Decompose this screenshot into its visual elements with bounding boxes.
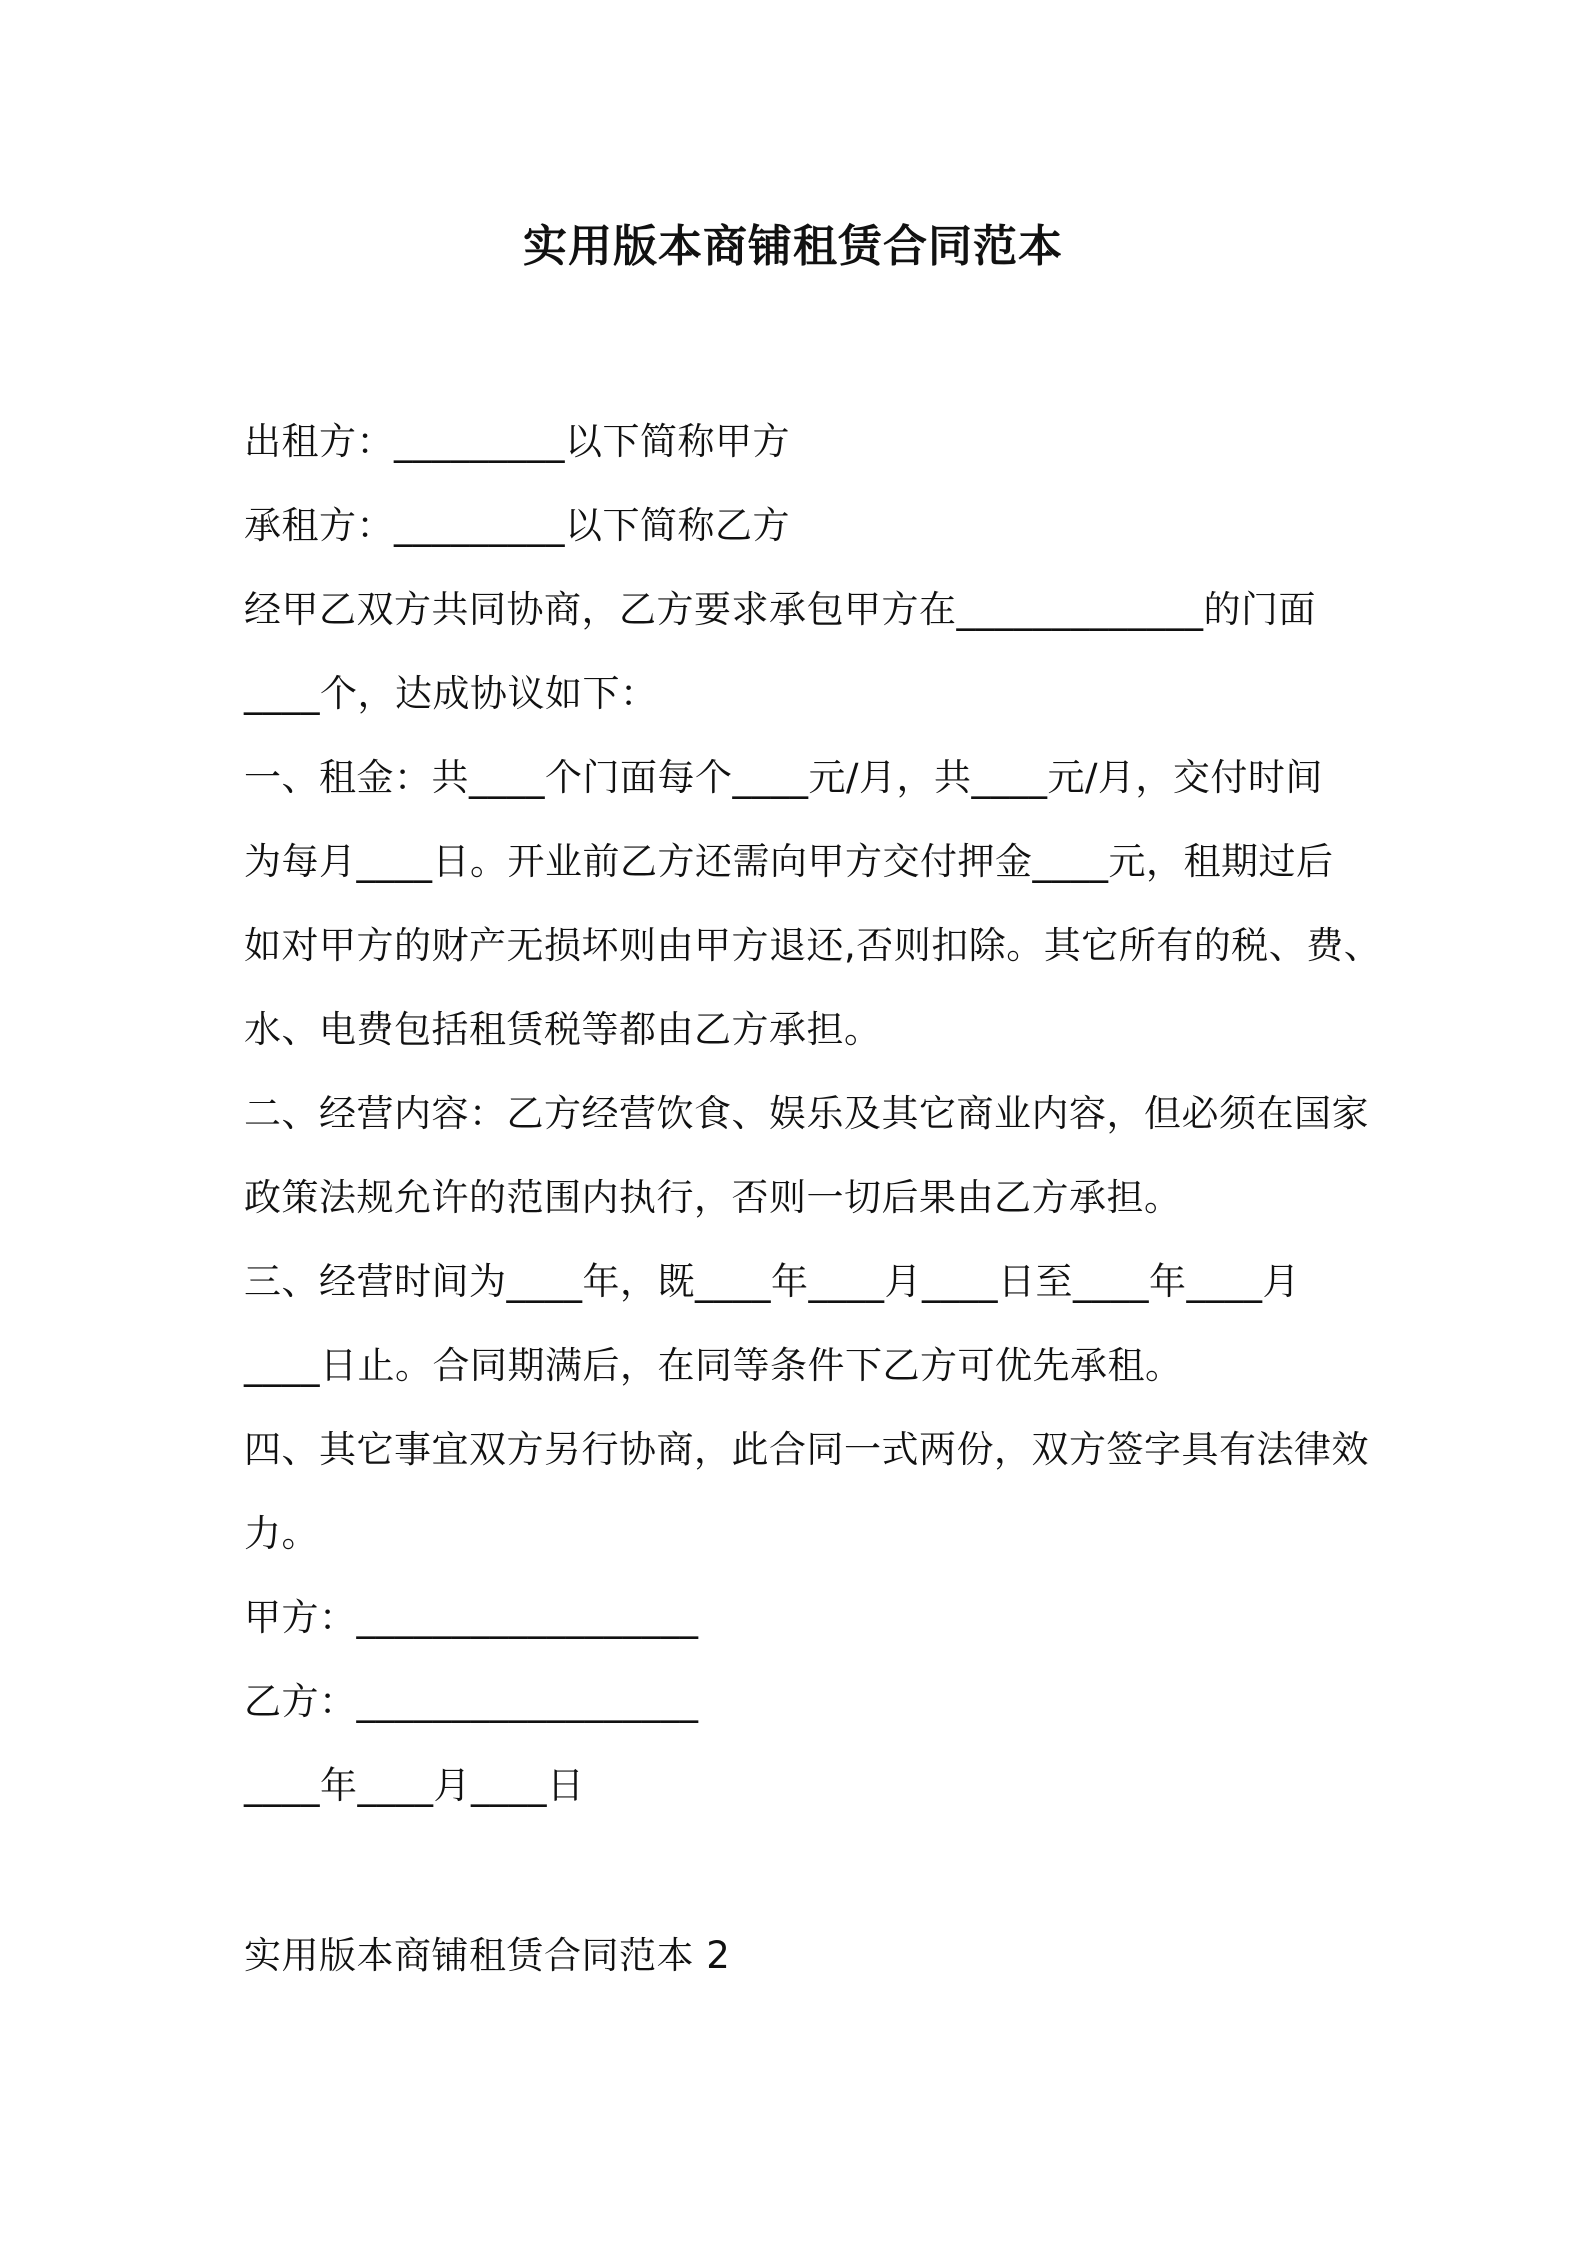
- clause-rent-line: 为每月____日。开业前乙方还需向甲方交付押金____元，租期过后: [244, 840, 1334, 883]
- clause-term-line: 三、经营时间为____年，既____年____月____日至____年____月: [244, 1260, 1300, 1303]
- section-heading-2: 实用版本商铺租赁合同范本 2: [244, 1934, 731, 1977]
- clause-other-line: 力。: [244, 1512, 319, 1555]
- lessee-line: 承租方：_________以下简称乙方: [244, 504, 790, 547]
- clause-business-line: 二、经营内容：乙方经营饮食、娱乐及其它商业内容，但必须在国家: [244, 1092, 1369, 1135]
- spacer: [244, 1828, 1364, 1914]
- paragraph-line: ____个，达成协议如下：: [244, 672, 658, 715]
- party-a-signature-line: 甲方：__________________: [244, 1596, 699, 1639]
- document-body: [244, 400, 1382, 1998]
- lessor-line: 出租方：_________以下简称甲方: [244, 420, 790, 463]
- clause-rent-line: 一、租金：共____个门面每个____元/月，共____元/月，交付时间: [244, 756, 1323, 799]
- clause-rent-line: 如对甲方的财产无损坏则由甲方退还,否则扣除。其它所有的税、费、: [244, 924, 1382, 967]
- party-b-signature-line: 乙方：__________________: [244, 1680, 699, 1723]
- clause-term-line: ____日止。合同期满后，在同等条件下乙方可优先承租。: [244, 1344, 1183, 1387]
- document-title: 实用版本商铺租赁合同范本: [523, 221, 1063, 272]
- clause-rent-line: 水、电费包括租赁税等都由乙方承担。: [244, 1008, 882, 1051]
- clause-business-line: 政策法规允许的范围内执行，否则一切后果由乙方承担。: [244, 1176, 1182, 1219]
- clause-other-line: 四、其它事宜双方另行协商，此合同一式两份，双方签字具有法律效: [244, 1428, 1369, 1471]
- date-line: ____年____月____日: [244, 1764, 585, 1807]
- paragraph-line: 经甲乙双方共同协商，乙方要求承包甲方在_____________的门面: [244, 588, 1316, 631]
